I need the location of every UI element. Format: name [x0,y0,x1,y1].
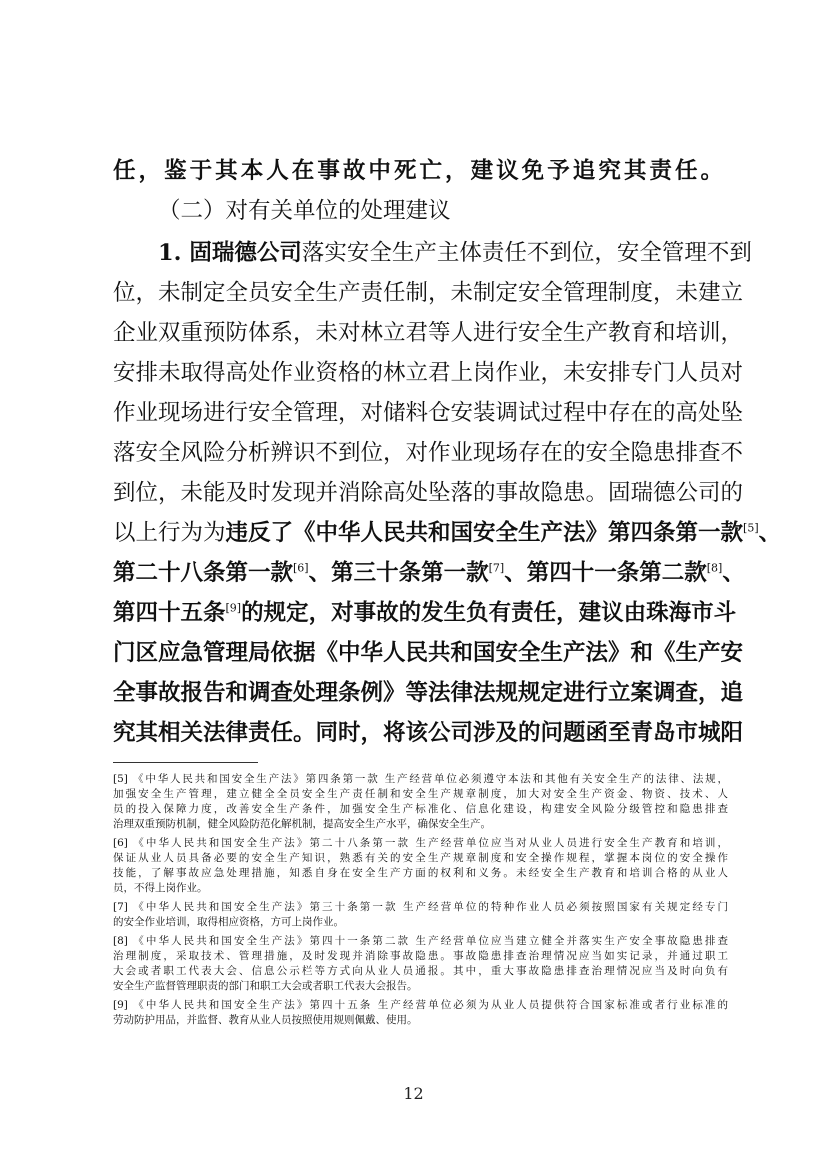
footnote-line: [9] 《中华人民共和国安全生产法》第四十五条 生产经营单位必须为从业人员提供符合国家标准或者行业标准的 [113,999,728,1011]
body-line-13: 门区应急管理局依据《中华人民共和国安全生产法》和《生产安 [113,640,744,666]
body-line-3 [158,234,752,272]
footnote-ref-5[interactable]: [5] [743,521,759,535]
footnote-line: [8] 《中华人民共和国安全生产法》第四十一条第二款 生产经营单位应当建立健全并落实生产安全事故隐患排查 [113,935,728,947]
article-30: 、第三十条第一款 [308,560,489,586]
body-line-1: 任，鉴于其本人在事故中死亡，建议免予追究其责任。 [113,158,723,184]
footnote-ref-9[interactable]: [9] [225,601,242,615]
body-line-4: 位，未制定全员安全生产责任制，未制定安全管理制度，未建立 [113,280,744,306]
footnote-line: [5] 《中华人民共和国安全生产法》第四条第一款 生产经营单位必须遵守本法和其他有关安全生产的法律、法规， [113,773,728,785]
body-line-11 [113,554,745,592]
page-number: 12 [403,1084,424,1103]
body-line-12 [113,594,737,632]
article-28: 第二十八条第一款 [113,560,294,586]
violation-text: 违反了《中华人民共和国安全生产法》第四条第一款 [225,520,744,546]
footnote-line: 治理双重预防机制，健全风险防范化解机制，提高安全生产水平，确保安全生产。 [113,818,491,830]
footnote-line: 安全生产监督管理职责的部门和职工大会或者职工代表大会报告。 [113,980,418,992]
body-line-10 [113,514,782,552]
footnote-line: 劳动防护用品，并监督、教育从业人员按照使用规则佩戴、使用。 [113,1014,418,1026]
footnote-ref-7[interactable]: [7] [488,561,505,575]
footnote-line: 的安全作业培训，取得相应资格，方可上岗作业。 [113,916,344,928]
punctuation: 、 [758,520,782,546]
footnote-separator [113,762,258,763]
article-41: 、第四十一条第二款 [504,560,707,586]
footnote-line: 保证从业人员具备必要的安全生产知识，熟悉有关的安全生产规章制度和安全操作规程，掌握本岗位的安全操作 [113,852,728,864]
company-name: 1. 固瑞德公司 [158,240,302,266]
section-heading: （二）对有关单位的处理建议 [158,198,451,224]
body-line-5: 企业双重预防体系，未对林立君等人进行安全生产教育和培训， [113,320,744,346]
body-line-6: 安排未取得高处作业资格的林立君上岗作业，未安排专门人员对 [113,360,744,386]
footnote-line: 治理制度，采取技术、管理措施，及时发现并消除事故隐患。事故隐患排查治理情况应当如实记录，并通过职工 [113,950,728,962]
punctuation: 、 [722,560,745,586]
body-line-14: 全事故报告和调查处理条例》等法律法规规定进行立案调查，追 [113,680,744,706]
body-text: 落实安全生产主体责任不到位，安全管理不到 [301,240,752,266]
footnote-line: 员的投入保障力度，改善安全生产条件，加强安全生产标准化、信息化建设，构建安全风险分级管控和隐患排查 [113,803,728,815]
footnote-ref-6[interactable]: [6] [293,561,309,575]
footnote-ref-8[interactable]: [8] [706,561,723,575]
footnote-line: 员，不得上岗作业。 [113,882,208,894]
body-line-8: 落安全风险分析辨识不到位，对作业现场存在的安全隐患排查不 [113,440,744,466]
footnote-line: 加强安全生产管理，建立健全全员安全生产责任制和安全生产规章制度，加大对安全生产资金、物资、技术、人 [113,788,728,800]
body-text: 的规定，对事故的发生负有责任，建议由珠海市斗 [241,600,737,626]
footnote-line: 技能，了解事故应急处理措施，知悉自身在安全生产方面的权利和义务。未经安全生产教育和培训合格的从业人 [113,867,728,879]
footnote-line: [7] 《中华人民共和国安全生产法》第三十条第一款 生产经营单位的特种作业人员必须按照国家有关规定经专门 [113,901,728,913]
footnote-line: 大会或者职工代表大会、信息公示栏等方式向从业人员通报。其中，重大事故隐患排查治理情况应当及时向负有 [113,965,728,977]
footnote-line: [6] 《中华人民共和国安全生产法》第二十八条第一款 生产经营单位应当对从业人员进行安全生产教育和培训， [113,837,728,849]
body-text: 以上行为为 [113,520,226,546]
body-line-7: 作业现场进行安全管理，对储料仓安装调试过程中存在的高处坠 [113,400,744,426]
body-line-15: 究其相关法律责任。同时，将该公司涉及的问题函至青岛市城阳 [113,720,744,746]
article-45: 第四十五条 [113,600,226,626]
body-line-9: 到位，未能及时发现并消除高处坠落的事故隐患。固瑞德公司的 [113,480,744,506]
